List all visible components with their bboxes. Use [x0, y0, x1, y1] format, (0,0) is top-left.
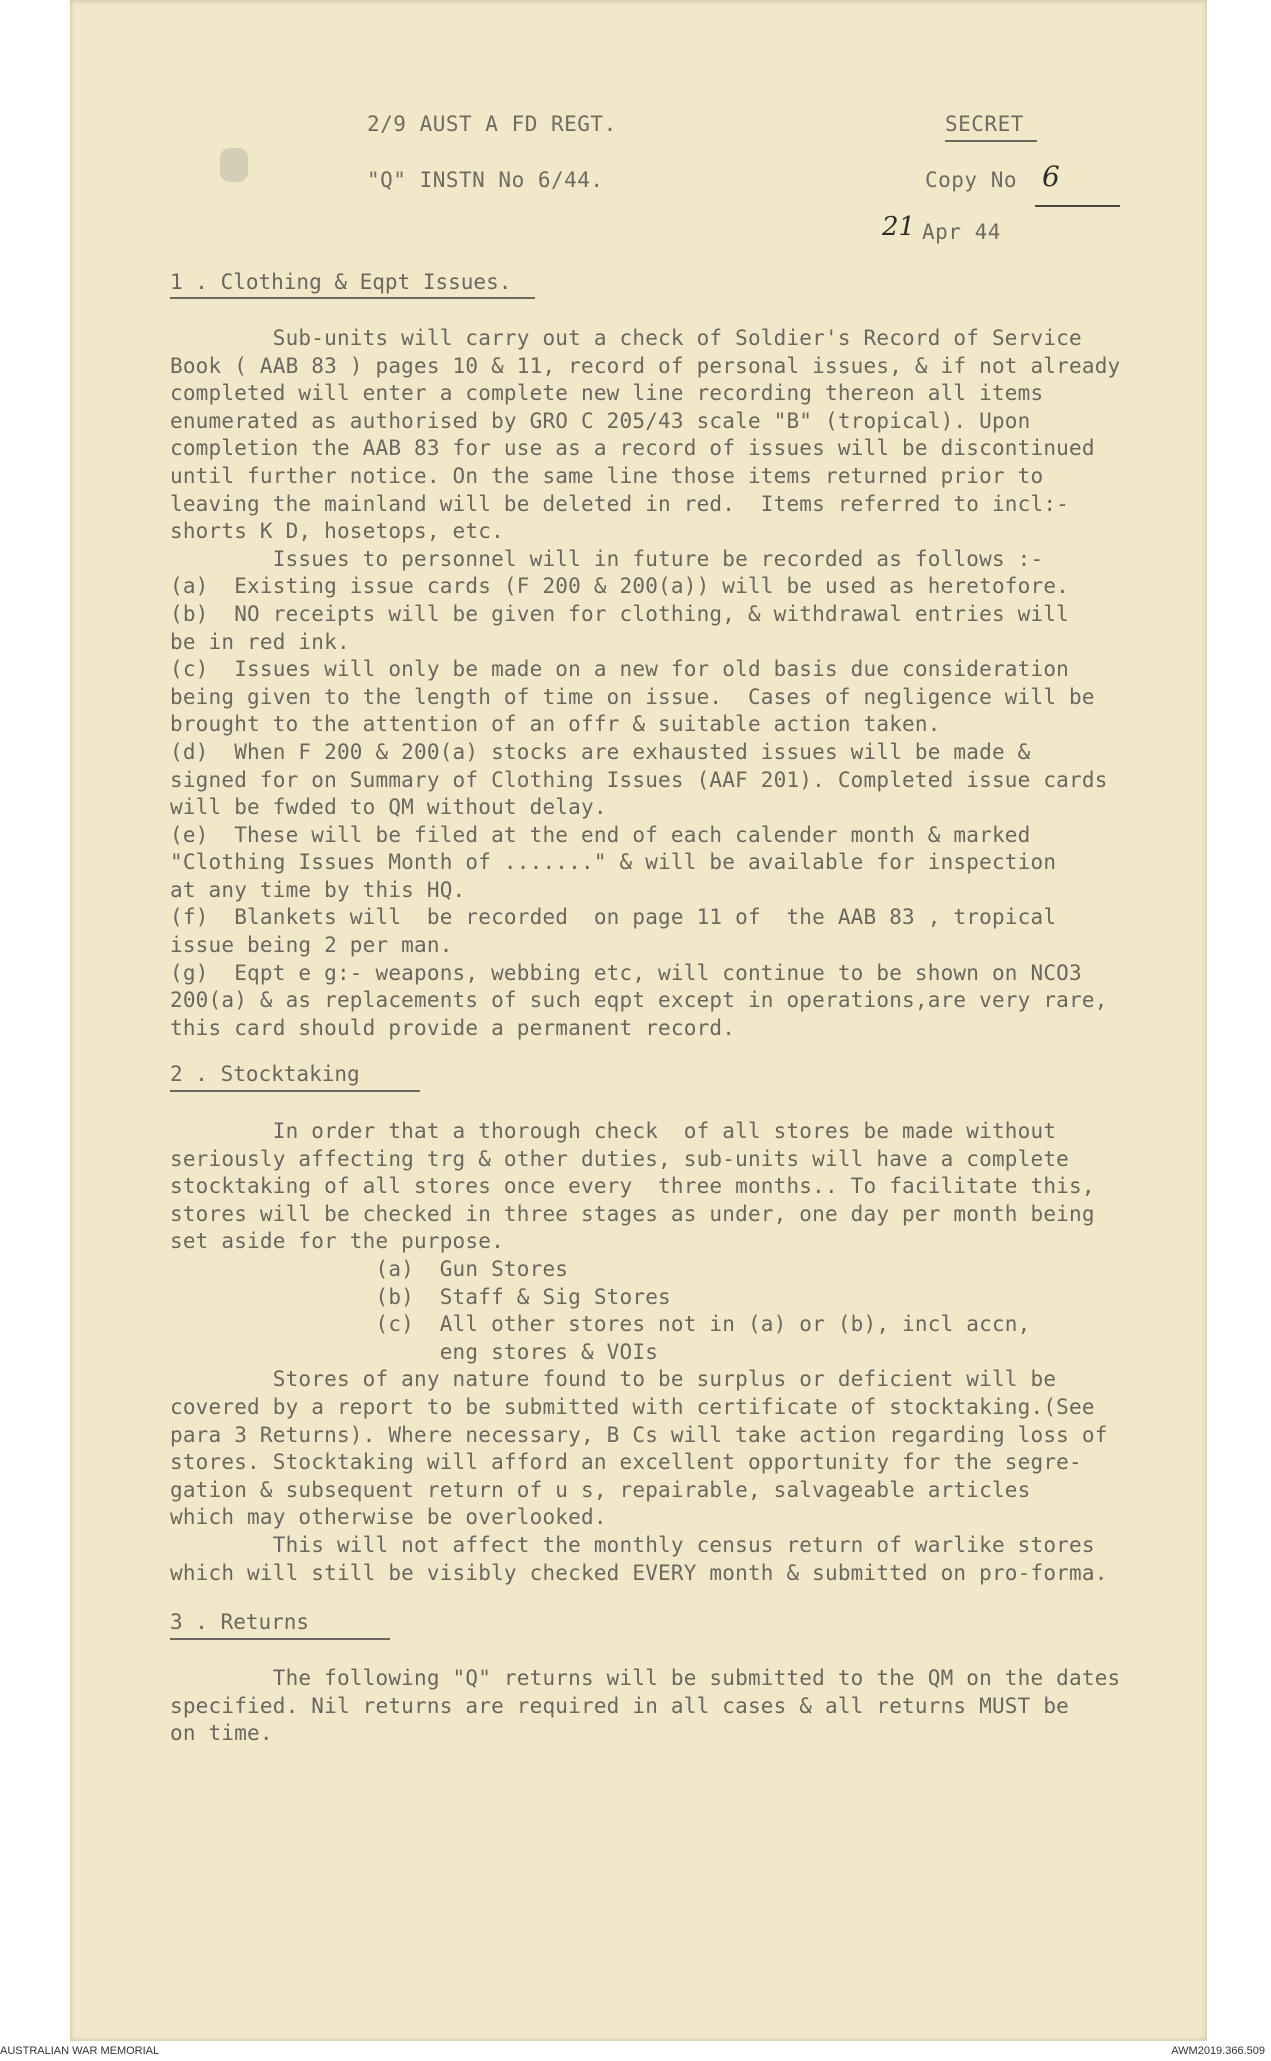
security-classification: SECRET — [945, 112, 1024, 136]
text-line: This will not affect the monthly census return of warlike stores — [170, 1532, 1095, 1557]
section-2-underline — [170, 1090, 420, 1092]
text-line: 200(a) & as replacements of such eqpt except in operations,are very rare, — [170, 988, 1108, 1013]
paper-clip-mark — [220, 148, 248, 182]
text-line: Sub-units will carry out a check of Soldier's Record of Service — [170, 326, 1082, 350]
text-line: stocktaking of all stores once every three months.. To facilitate this, — [170, 1174, 1095, 1199]
section-2-body — [170, 1118, 1230, 1587]
footer-source: AUSTRALIAN WAR MEMORIAL — [0, 2045, 160, 2057]
section-3-body — [170, 1665, 1230, 1748]
text-line: set aside for the purpose. — [170, 1229, 504, 1254]
text-line: (g) Eqpt e g:- weapons, webbing etc, will continue to be shown on NCO3 — [170, 960, 1082, 985]
date-text: Apr 44 — [922, 220, 1001, 244]
text-line: (a) Existing issue cards (F 200 & 200(a)) will be used as heretofore. — [170, 574, 1070, 599]
text-line: enumerated as authorised by GRO C 205/43 scale "B" (tropical). Upon — [170, 408, 1031, 433]
text-line: completed will enter a complete new line recording thereon all items — [170, 381, 1044, 406]
text-line: (b) Staff & Sig Stores — [170, 1284, 671, 1309]
text-line: specified. Nil returns are required in all cases & all returns MUST be — [170, 1693, 1070, 1718]
text-line: brought to the attention of an offr & suitable action taken. — [170, 712, 941, 737]
section-1-underline — [170, 297, 535, 299]
text-line: issue being 2 per man. — [170, 933, 453, 958]
text-line: until further notice. On the same line those items returned prior to — [170, 463, 1044, 488]
text-line: Stores of any nature found to be surplus or deficient will be — [170, 1367, 1057, 1392]
text-line: stores. Stocktaking will afford an excellent opportunity for the segre- — [170, 1450, 1082, 1475]
text-line: para 3 Returns). Where necessary, B Cs will take action regarding loss of — [170, 1422, 1108, 1447]
text-line: which may otherwise be overlooked. — [170, 1505, 607, 1530]
section-3-underline — [170, 1638, 390, 1640]
text-line: (e) These will be filed at the end of each calender month & marked — [170, 822, 1031, 847]
text-line: (f) Blankets will be recorded on page 11 of the AAB 83 , tropical — [170, 905, 1057, 930]
section-1-body — [170, 325, 1230, 1042]
text-line: (b) NO receipts will be given for clothing, & withdrawal entries will — [170, 601, 1070, 626]
footer-accession-number: AWM2019.366.509 — [1171, 2045, 1265, 2057]
text-line: The following "Q" returns will be submitted to the QM on the dates — [170, 1666, 1121, 1690]
text-line: at any time by this HQ. — [170, 877, 466, 902]
text-line: seriously affecting trg & other duties, sub-units will have a complete — [170, 1146, 1070, 1171]
copy-label: Copy No — [925, 168, 1018, 192]
text-line: on time. — [170, 1721, 273, 1746]
text-line: In order that a thorough check of all stores be made without — [170, 1119, 1057, 1143]
text-line: which will still be visibly checked EVERY month & submitted on pro-forma. — [170, 1560, 1108, 1585]
section-2-heading: 2 . Stocktaking — [170, 1062, 360, 1086]
text-line: Book ( AAB 83 ) pages 10 & 11, record of personal issues, & if not already — [170, 353, 1121, 378]
text-line: (c) Issues will only be made on a new for old basis due consideration — [170, 657, 1070, 682]
text-line: will be fwded to QM without delay. — [170, 795, 607, 820]
instruction-number: "Q" INSTN No 6/44. — [367, 168, 604, 192]
section-3-heading: 3 . Returns — [170, 1610, 310, 1634]
text-line: (d) When F 200 & 200(a) stocks are exhausted issues will be made & — [170, 739, 1031, 764]
text-line: be in red ink. — [170, 629, 350, 654]
text-line: gation & subsequent return of u s, repairable, salvageable articles — [170, 1477, 1031, 1502]
document-page — [70, 0, 1207, 2041]
text-line: this card should provide a permanent record. — [170, 1015, 736, 1040]
text-line: stores will be checked in three stages as under, one day per month being — [170, 1201, 1095, 1226]
section-1-heading: 1 . Clothing & Eqpt Issues. — [170, 270, 512, 294]
text-line: being given to the length of time on issue. Cases of negligence will be — [170, 684, 1095, 709]
text-line: (a) Gun Stores — [170, 1256, 569, 1281]
text-line: (c) All other stores not in (a) or (b), incl accn, — [170, 1312, 1031, 1337]
copy-underline — [1035, 205, 1120, 207]
text-line: eng stores & VOIs — [170, 1339, 659, 1364]
text-line: completion the AAB 83 for use as a record of issues will be discontinued — [170, 436, 1095, 461]
security-underline — [945, 140, 1037, 142]
text-line: Issues to personnel will in future be recorded as follows :- — [170, 546, 1044, 571]
text-line: covered by a report to be submitted with certificate of stocktaking.(See — [170, 1394, 1095, 1419]
text-line: shorts K D, hosetops, etc. — [170, 519, 504, 544]
date-day-handwritten: 21 — [882, 212, 916, 242]
text-line: "Clothing Issues Month of ......." & will be available for inspection — [170, 850, 1057, 875]
text-line: leaving the mainland will be deleted in red. Items referred to incl:- — [170, 491, 1070, 516]
text-line: signed for on Summary of Clothing Issues (AAF 201). Completed issue cards — [170, 767, 1108, 792]
unit-title: 2/9 AUST A FD REGT. — [367, 112, 617, 136]
copy-number-handwritten: 6 — [1042, 160, 1060, 193]
